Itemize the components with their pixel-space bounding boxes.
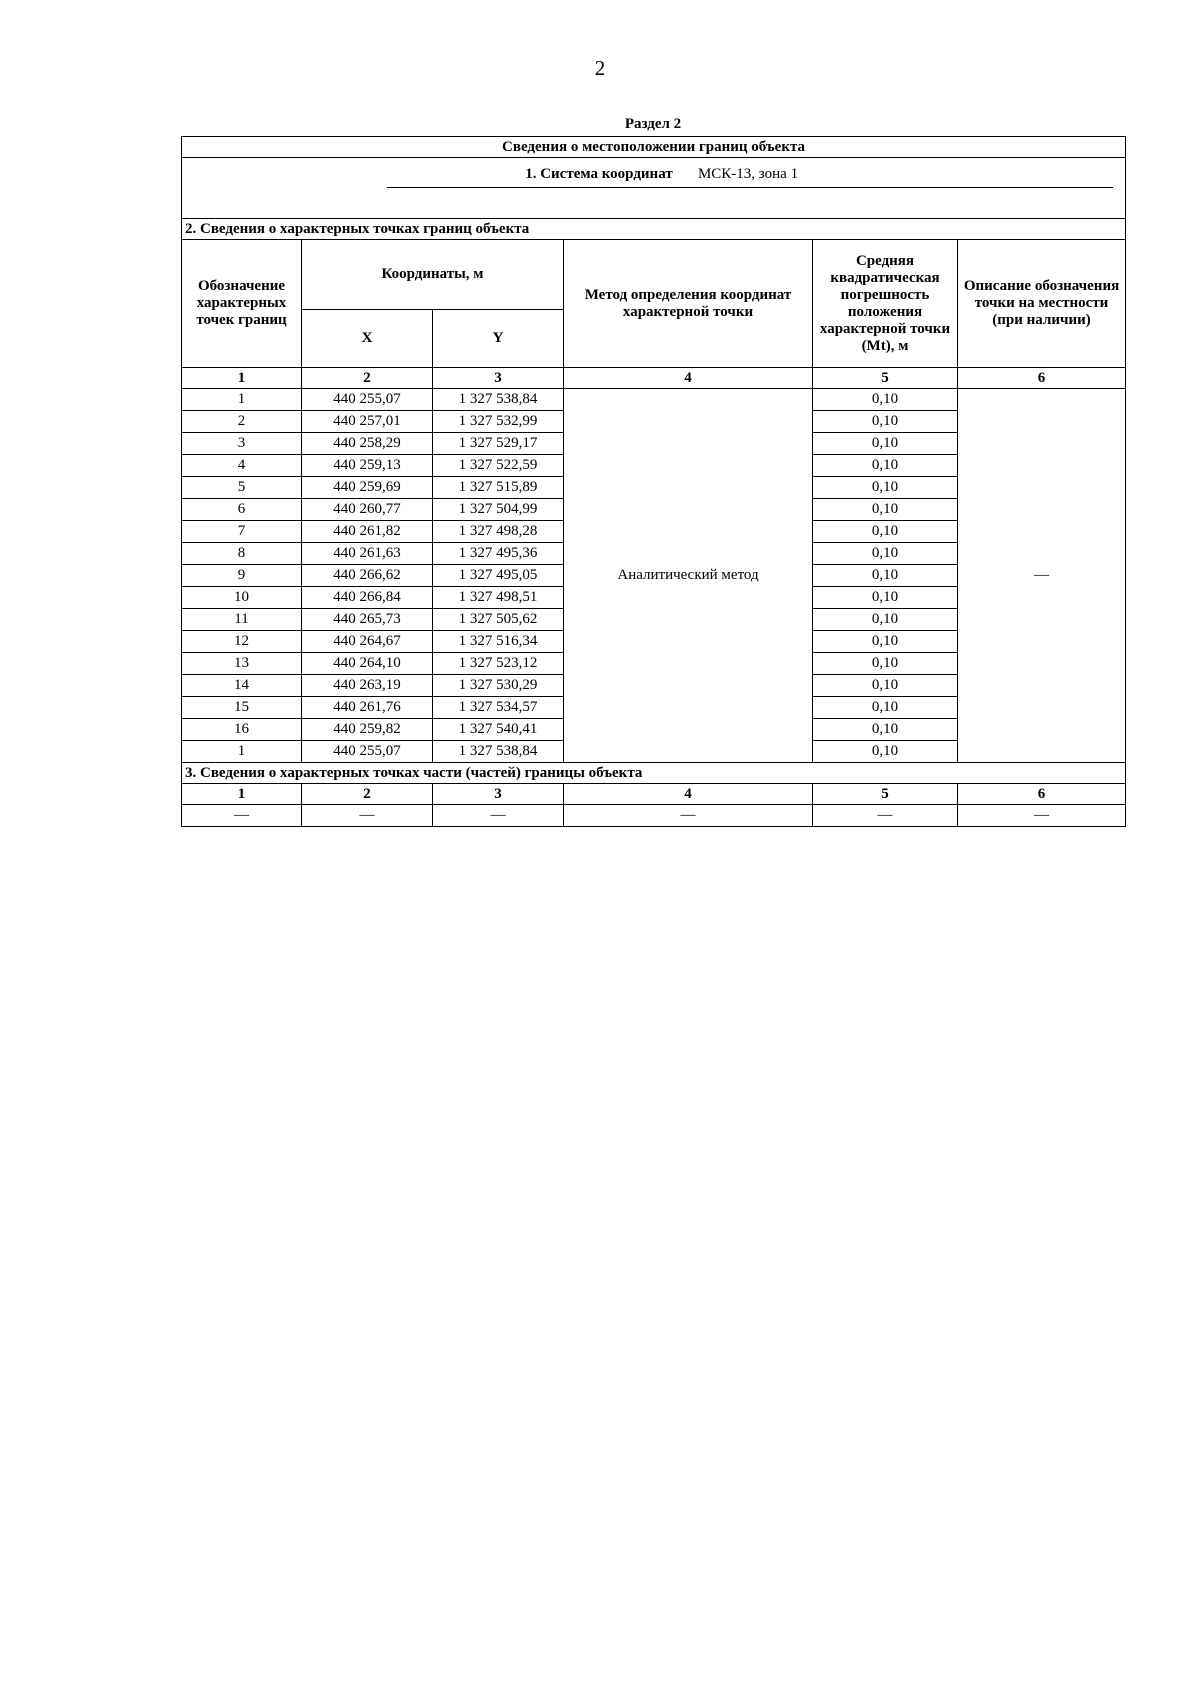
x-cell: 440 261,76 [302, 697, 433, 719]
y-cell: 1 327 495,36 [433, 543, 564, 565]
column-number: 2 [302, 784, 433, 805]
x-cell: 440 261,82 [302, 521, 433, 543]
point-cell: 2 [182, 411, 302, 433]
column-number: 6 [958, 784, 1126, 805]
y-cell: 1 327 523,12 [433, 653, 564, 675]
x-cell: 440 264,67 [302, 631, 433, 653]
point-cell: 1 [182, 741, 302, 763]
coord-underline [387, 187, 1113, 188]
mt-cell: 0,10 [813, 477, 958, 499]
header-coords: Координаты, м [302, 240, 564, 310]
column-number: 5 [813, 784, 958, 805]
point-cell: 12 [182, 631, 302, 653]
column-number: 3 [433, 368, 564, 389]
x-cell: 440 255,07 [302, 741, 433, 763]
dash-cell: — [302, 805, 433, 827]
column-number: 1 [182, 368, 302, 389]
mt-cell: 0,10 [813, 565, 958, 587]
header-x: X [302, 310, 433, 368]
x-cell: 440 258,29 [302, 433, 433, 455]
y-cell: 1 327 516,34 [433, 631, 564, 653]
x-cell: 440 255,07 [302, 389, 433, 411]
mt-cell: 0,10 [813, 433, 958, 455]
point-cell: 15 [182, 697, 302, 719]
y-cell: 1 327 538,84 [433, 389, 564, 411]
header-description: Описание обозначения точки на местности (при наличии) [958, 240, 1126, 368]
y-cell: 1 327 498,51 [433, 587, 564, 609]
point-cell: 3 [182, 433, 302, 455]
point-cell: 6 [182, 499, 302, 521]
table-row [182, 389, 1126, 411]
dash-cell: — [813, 805, 958, 827]
x-cell: 440 257,01 [302, 411, 433, 433]
section3-title: 3. Сведения о характерных точках части (частей) границы объекта [182, 763, 1126, 784]
section-title: Раздел 2 [624, 116, 682, 132]
mt-cell: 0,10 [813, 609, 958, 631]
point-cell: 10 [182, 587, 302, 609]
y-cell: 1 327 538,84 [433, 741, 564, 763]
coord-system-label: 1. Система координат [525, 166, 673, 182]
point-cell: 8 [182, 543, 302, 565]
page-number: 2 [594, 56, 606, 80]
boundary-table [181, 136, 1126, 827]
column-number: 4 [564, 368, 813, 389]
y-cell: 1 327 515,89 [433, 477, 564, 499]
header-error: Средняя квадратическая погрешность положения характерной точки (Mt), м [813, 240, 958, 368]
point-cell: 5 [182, 477, 302, 499]
dash-cell: — [182, 805, 302, 827]
column-number: 5 [813, 368, 958, 389]
mt-cell: 0,10 [813, 697, 958, 719]
point-cell: 4 [182, 455, 302, 477]
mt-cell: 0,10 [813, 631, 958, 653]
dash-cell: — [958, 805, 1126, 827]
column-number: 4 [564, 784, 813, 805]
mt-cell: 0,10 [813, 653, 958, 675]
point-cell: 14 [182, 675, 302, 697]
header-method: Метод определения координат характерной точки [564, 240, 813, 368]
x-cell: 440 263,19 [302, 675, 433, 697]
x-cell: 440 261,63 [302, 543, 433, 565]
y-cell: 1 327 495,05 [433, 565, 564, 587]
coord-system-value: МСК-13, зона 1 [697, 166, 799, 182]
mt-cell: 0,10 [813, 543, 958, 565]
dash-cell: — [433, 805, 564, 827]
x-cell: 440 259,13 [302, 455, 433, 477]
x-cell: 440 259,69 [302, 477, 433, 499]
mt-cell: 0,10 [813, 719, 958, 741]
x-cell: 440 264,10 [302, 653, 433, 675]
point-cell: 9 [182, 565, 302, 587]
mt-cell: 0,10 [813, 389, 958, 411]
x-cell: 440 266,62 [302, 565, 433, 587]
dash-cell: — [564, 805, 813, 827]
mt-cell: 0,10 [813, 499, 958, 521]
point-cell: 7 [182, 521, 302, 543]
column-number: 2 [302, 368, 433, 389]
description-cell: — [958, 389, 1126, 763]
mt-cell: 0,10 [813, 521, 958, 543]
column-number: 3 [433, 784, 564, 805]
coord-system-row [182, 158, 1126, 219]
point-cell: 11 [182, 609, 302, 631]
mt-cell: 0,10 [813, 741, 958, 763]
method-cell: Аналитический метод [564, 389, 813, 763]
y-cell: 1 327 522,59 [433, 455, 564, 477]
x-cell: 440 259,82 [302, 719, 433, 741]
y-cell: 1 327 534,57 [433, 697, 564, 719]
section2-title: 2. Сведения о характерных точках границ объекта [182, 219, 1126, 240]
mt-cell: 0,10 [813, 455, 958, 477]
column-number: 1 [182, 784, 302, 805]
mt-cell: 0,10 [813, 675, 958, 697]
y-cell: 1 327 540,41 [433, 719, 564, 741]
y-cell: 1 327 529,17 [433, 433, 564, 455]
y-cell: 1 327 498,28 [433, 521, 564, 543]
column-number: 6 [958, 368, 1126, 389]
y-cell: 1 327 530,29 [433, 675, 564, 697]
mt-cell: 0,10 [813, 587, 958, 609]
x-cell: 440 260,77 [302, 499, 433, 521]
y-cell: 1 327 505,62 [433, 609, 564, 631]
table-row [182, 805, 1126, 827]
header-y: Y [433, 310, 564, 368]
header-point: Обозначение характерных точек границ [182, 240, 302, 368]
point-cell: 13 [182, 653, 302, 675]
y-cell: 1 327 504,99 [433, 499, 564, 521]
x-cell: 440 266,84 [302, 587, 433, 609]
table-title: Сведения о местоположении границ объекта [182, 137, 1126, 158]
x-cell: 440 265,73 [302, 609, 433, 631]
point-cell: 1 [182, 389, 302, 411]
y-cell: 1 327 532,99 [433, 411, 564, 433]
mt-cell: 0,10 [813, 411, 958, 433]
point-cell: 16 [182, 719, 302, 741]
